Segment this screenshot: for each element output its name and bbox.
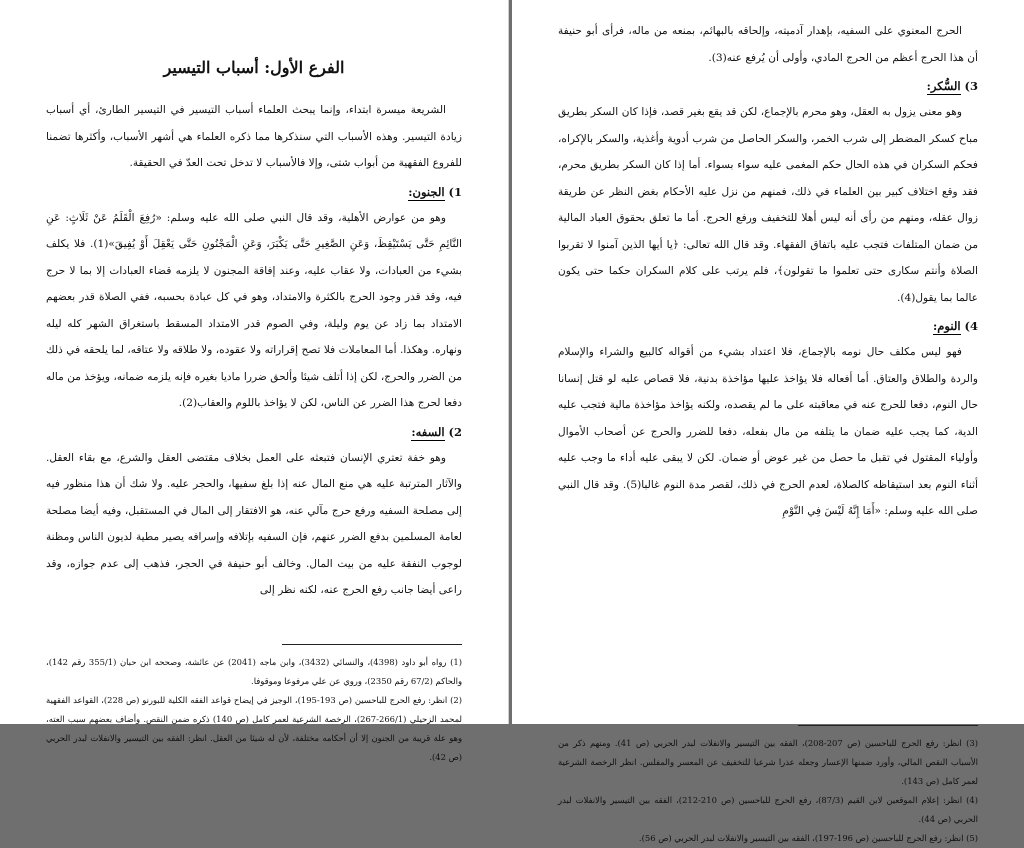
heading-number: 3) (964, 79, 978, 93)
footnote: (3) انظر: رفع الحرج للباحسين (ص 207-208)، الفقه بين التيسير والانفلات لبدر الحربي (ص 41). ومنهم ذكر من الأسباب النقص المالي، وأورد ضمنها الإعسار وجعله عذرا شرعيا للتخفيف عن المعسر والمفلس. انظر الرخصة الشرعية لعمر كامل (ص 143). (558, 737, 979, 786)
heading-foolishness (46, 425, 462, 441)
footnote: (5) انظر: رفع الحرج للباحسين (ص 196-197)، الفقه بين التيسير والانفلات لبدر الحربي (ص 56). (638, 832, 978, 843)
right-page (512, 0, 1024, 843)
intoxication-paragraph: وهو معنى يزول به العقل، وهو محرم بالإجماع، لكن قد يقع بغير قصد، فإذا كان السكر بطريق مباح كسكر المضطر إلى شرب الخمر، والسكر الحاصل من شرب أدوية وأغذية، والسكر بالإكراه، فحكم السكران في هذه الحال حكم المغمى عليه سواء بسواء. أما إذا كان السكر بطريق محرم، فقد وقع اختلاف كبير بين العلماء في ذلك، فمنهم من نزل عليه الأحكام بغض النظر عن طريقة زوال عقله، ومنهم من رأى أنه ليس أهلا للتخفيف ورفع الحرج. أما ما تعلق بحقوق العباد المالية من ضمان المتلفات فتجب عليه باتفاق الفقهاء. وقد قال الله تعالى: ﴿يا أيها الذين آمنوا لا تقربوا الصلاة وأنتم سكارى حتى تعلموا ما تقولون﴾، فلم يرتب على كلام السكران حكما حتى يكون عالما بما يقول(4). (558, 106, 978, 304)
footnote: (1) رواه أبو داود (4398)، والنسائي (3432)، وابن ماجه (2041) عن عائشة، وصححه ابن حبان (355/1 رقم 142)، والحاكم (67/2 رقم 2350)، وروي عن علي مرفوعا وموقوفا. (46, 656, 463, 686)
foolishness-paragraph: وهو خفة تعتري الإنسان فتبعثه على العمل بخلاف مقتضى العقل والشرع، مع بقاء العقل. والآثار المترتبة عليه هي منع المال عنه إذا بلغ سفيها، والحجر عليه. ولا شك أن هذا منظور فيه إلى مصلحة السفيه ورفع حرج مآلي عنه، هو الافتقار إلى المال في المستقبل، وفيه أيضا مصلحة لعامة المسلمين بدفع الضرر عنهم، فإن السفيه بإتلافه وإسرافه يصير مطية لديون الناس ومظنة لوجوب النفقة عليه من بيت المال. وخالف أبو حنيفة في الحجر، فذهب إلى عدم جوازه، وقد راعى أيضا جانب رفع الحرج عنه، لكنه نظر إلى (46, 451, 462, 596)
left-page (0, 0, 509, 762)
insanity-paragraph: وهو من عوارض الأهلية، وقد قال النبي صلى الله عليه وسلم: «رُفِعَ الْقَلَمُ عَنْ ثَلَاثٍ: عَنِ النَّائِمِ حَتَّى يَسْتَيْقِظَ، وَعَنِ الصَّغِيرِ حَتَّى يَكْبَرَ، وَعَنِ الْمَجْنُونِ حَتَّى يَعْقِلَ أَوْ يُفِيقَ»(1). فلا يكلف بشيء من العبادات، ولا عقاب عليه، وعند إفاقة المجنون لا يلزمه قضاء العبادات إلا بما لا حرج فيه، وقد قدر وجود الحرج بالكثرة والامتداد، وهو في كل عبادة بحسبه، ففي الصلاة قدر بعضهم الامتداد بما زاد عن يوم وليلة، وفي الصوم قدر الامتداد المسقط باستغراق الشهر كله ليله ونهاره. وهكذا. أما المعاملات فلا تصح إقراراته ولا عقوده، ولا طلاقه ولا عتاقه، لما يلحقه في ذلك من الضرر والحرج، لكن إذا أتلف شيئا وألحق ضررا ماديا بغيره فإنه يلزمه ضمانه، ويؤخذ من ماله دفعا لحرج هذا الضرر عن الناس، لكن لا يؤاخذ باللوم والعقاب(2). (46, 211, 462, 409)
heading-label: النوم: (933, 319, 961, 333)
footnote: (4) انظر: إعلام الموقعين لابن القيم (87/3)، رفع الحرج للباحسين (ص 210-212)، الفقه بين التيسير والانفلات لبدر الحربي (ص 44). (558, 794, 978, 824)
heading-number: 4) (964, 319, 978, 333)
heading-number: 1) (448, 184, 462, 199)
heading-intoxication (558, 79, 978, 95)
right-page-content (558, 18, 979, 843)
heading-label: السفه: (411, 424, 445, 439)
footnote-separator (798, 725, 978, 726)
sleep-paragraph: فهو ليس مكلف حال نومه بالإجماع، فلا اعتداد بشيء من أقواله كالبيع والشراء والإسلام والردة والطلاق والعتاق. أما أفعاله فلا يؤاخذ عليها مؤاخذة بدنية، فلا قصاص عليه لو قتل إنسانا حال النوم، دفعا للحرج عنه في معاقبته على ما لم يقصده، ولكنه يؤاخذ مؤاخذة مالية فتجب عليه الدية، كما يجب عليه ضمان ما يتلفه من مال بفعله، دفعا للضرر والحرج عن أصحاب الأموال وأولياء المقتول في تقبل ما حصل من غير عوض أو ضمان. لكن لا يبقى عليه أداء ما وجب عليه أثناء النوم بعد استيقاظه كالصلاة، لعدم الحرج في ذلك، لقصر مدة النوم غالبا(5). وقد قال النبي صلى الله عليه وسلم: «أَمَا إِنَّهُ لَيْسَ فِي النَّوْمِ (558, 346, 978, 517)
footnotes-right (558, 734, 978, 848)
footnote-separator (282, 644, 462, 645)
heading-insanity (46, 185, 462, 201)
section-title: الفرع الأول: أسباب التيسير (163, 58, 345, 77)
footnote: (2) انظر: رفع الحرج للباحسين (ص 193-195)، الوجيز في إيضاح قواعد الفقه الكلية للبورنو (ص 228)، القواعد الفقهية لمحمد الزحيلي (266/1-267)، الرخصة الشرعية لعمر كامل (ص 140) ذكره ضمن النقص. وأضاف بعضهم سبب العته، وهو علة قريبة من الجنون إلا أن أحكامه مختلفة، لأن له شيئا من العقل. انظر: الفقه بين التيسير والانفلات لبدر الحربي (ص 42). (46, 694, 463, 762)
left-page-content (46, 18, 463, 762)
continuation-paragraph: الحرج المعنوي على السفيه، بإهدار آدميته، وإلحاقه بالبهائم، بمنعه من ماله، فرأى أبو حنيفة أن هذا الحرج أعظم من الحرج المادي، وأولى أن يُرفع عنه(3). (558, 25, 978, 64)
intro-paragraph: الشريعة ميسرة ابتداء، وإنما يبحث العلماء أسباب التيسير في التيسير الطارئ، أي أسباب زيادة التيسير. وهذه الأسباب التي سنذكرها مما ذكره العلماء هي أشهر الأسباب، وأكثرها تضمنا للفروع الفقهية من أبواب شتى، وإلا فالأسباب لا تدخل تحت العدّ في الحقيقة. (46, 104, 462, 169)
heading-number: 2) (448, 424, 462, 439)
footnotes-left (46, 653, 462, 767)
heading-label: الجنون: (408, 184, 445, 199)
heading-sleep (558, 319, 978, 335)
heading-label: السُّكر: (926, 79, 961, 93)
